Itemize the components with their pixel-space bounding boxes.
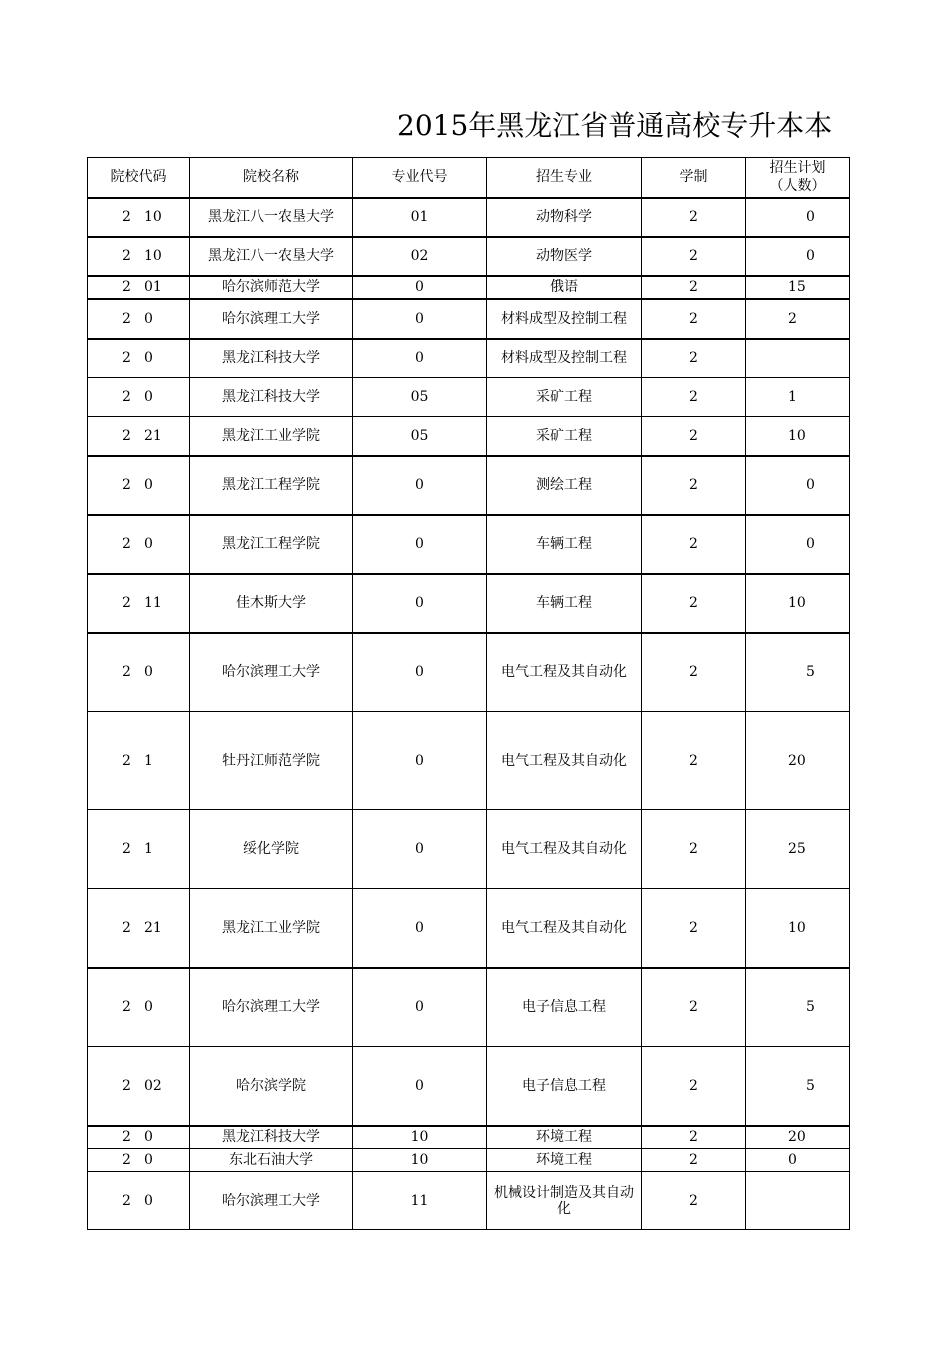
school-name-cell: 黑龙江工业学院 bbox=[190, 417, 353, 456]
plan-cell bbox=[746, 1172, 850, 1230]
major-cell: 俄语 bbox=[487, 276, 642, 299]
years-cell: 2 bbox=[642, 1047, 746, 1126]
table-row bbox=[88, 276, 850, 299]
school-name-cell: 哈尔滨理工大学 bbox=[190, 299, 353, 339]
table-row bbox=[88, 1172, 850, 1230]
header-years: 学制 bbox=[642, 158, 746, 198]
school-code-cell bbox=[88, 574, 190, 633]
years-cell: 2 bbox=[642, 276, 746, 299]
table-row bbox=[88, 810, 850, 889]
major-cell: 环境工程 bbox=[487, 1126, 642, 1149]
header-major: 招生专业 bbox=[487, 158, 642, 198]
school-name-cell: 哈尔滨理工大学 bbox=[190, 968, 353, 1047]
plan-cell: 0 bbox=[746, 1149, 850, 1172]
school-code-prefix: 2 bbox=[122, 536, 131, 552]
school-code-prefix: 2 bbox=[122, 999, 131, 1016]
major-code-cell: 05 bbox=[353, 378, 487, 417]
table-row bbox=[88, 1149, 850, 1172]
plan-cell: 10 bbox=[746, 889, 850, 968]
school-code-suffix: 0 bbox=[144, 1129, 153, 1146]
major-code-cell: 0 bbox=[353, 339, 487, 378]
school-name-cell: 黑龙江八一农垦大学 bbox=[190, 237, 353, 276]
header-plan-line1: 招生计划 bbox=[769, 160, 826, 177]
major-code-cell: 0 bbox=[353, 515, 487, 574]
school-code-prefix: 2 bbox=[122, 1129, 131, 1146]
years-cell: 2 bbox=[642, 339, 746, 378]
major-code-cell: 11 bbox=[353, 1172, 487, 1230]
years-cell: 2 bbox=[642, 1172, 746, 1230]
school-code-prefix: 2 bbox=[122, 664, 131, 681]
plan-cell bbox=[746, 339, 850, 378]
major-cell: 车辆工程 bbox=[487, 515, 642, 574]
major-code-cell: 0 bbox=[353, 574, 487, 633]
plan-cell: 20 bbox=[746, 1126, 850, 1149]
plan-cell: 15 bbox=[746, 276, 850, 299]
school-code-cell bbox=[88, 456, 190, 515]
school-code-cell bbox=[88, 968, 190, 1047]
major-cell: 采矿工程 bbox=[487, 378, 642, 417]
years-cell: 2 bbox=[642, 633, 746, 712]
major-cell: 电子信息工程 bbox=[487, 968, 642, 1047]
major-cell: 电气工程及其自动化 bbox=[487, 712, 642, 810]
years-cell: 2 bbox=[642, 237, 746, 276]
major-cell: 动物科学 bbox=[487, 198, 642, 237]
major-cell: 环境工程 bbox=[487, 1149, 642, 1172]
table-row bbox=[88, 515, 850, 574]
major-cell: 材料成型及控制工程 bbox=[487, 299, 642, 339]
plan-cell: 5 bbox=[746, 1047, 850, 1126]
header-school-name: 院校名称 bbox=[190, 158, 353, 198]
school-name-cell: 黑龙江八一农垦大学 bbox=[190, 198, 353, 237]
school-code-suffix: 01 bbox=[144, 279, 162, 295]
school-code-prefix: 2 bbox=[122, 310, 131, 327]
years-cell: 2 bbox=[642, 712, 746, 810]
major-code-cell: 10 bbox=[353, 1126, 487, 1149]
school-code-cell bbox=[88, 1126, 190, 1149]
school-name-cell: 黑龙江工业学院 bbox=[190, 889, 353, 968]
years-cell: 2 bbox=[642, 810, 746, 889]
school-code-prefix: 2 bbox=[122, 919, 131, 936]
table-row bbox=[88, 712, 850, 810]
header-school-code: 院校代码 bbox=[88, 158, 190, 198]
school-name-cell: 哈尔滨师范大学 bbox=[190, 276, 353, 299]
major-code-cell: 01 bbox=[353, 198, 487, 237]
school-name-cell: 牡丹江师范学院 bbox=[190, 712, 353, 810]
school-name-cell: 黑龙江科技大学 bbox=[190, 339, 353, 378]
years-cell: 2 bbox=[642, 456, 746, 515]
header-major-code: 专业代号 bbox=[353, 158, 487, 198]
school-name-cell: 哈尔滨理工大学 bbox=[190, 1172, 353, 1230]
table-row bbox=[88, 633, 850, 712]
school-code-prefix: 2 bbox=[122, 841, 131, 857]
major-code-cell: 0 bbox=[353, 1047, 487, 1126]
major-cell: 机械设计制造及其自动化 bbox=[487, 1172, 642, 1230]
table-row bbox=[88, 574, 850, 633]
school-code-cell bbox=[88, 515, 190, 574]
plan-cell: 10 bbox=[746, 574, 850, 633]
school-name-cell: 黑龙江科技大学 bbox=[190, 1126, 353, 1149]
header-plan bbox=[746, 158, 850, 198]
school-code-prefix: 2 bbox=[122, 477, 131, 493]
table-row bbox=[88, 378, 850, 417]
school-code-prefix: 2 bbox=[122, 752, 131, 769]
school-code-suffix: 0 bbox=[144, 477, 153, 493]
school-code-cell bbox=[88, 237, 190, 276]
major-code-cell: 0 bbox=[353, 810, 487, 889]
school-code-cell bbox=[88, 633, 190, 712]
header-row bbox=[88, 158, 850, 198]
school-code-cell bbox=[88, 712, 190, 810]
years-cell: 2 bbox=[642, 198, 746, 237]
page-title: 2015年黑龙江省普通高校专升本本 bbox=[397, 109, 833, 142]
plan-cell: 5 bbox=[746, 633, 850, 712]
school-code-suffix: 21 bbox=[144, 919, 162, 936]
major-cell: 电子信息工程 bbox=[487, 1047, 642, 1126]
school-code-prefix: 2 bbox=[122, 248, 131, 264]
years-cell: 2 bbox=[642, 968, 746, 1047]
plan-cell: 2 bbox=[746, 299, 850, 339]
school-code-cell bbox=[88, 810, 190, 889]
school-code-suffix: 10 bbox=[144, 248, 162, 264]
table-row bbox=[88, 889, 850, 968]
table-row bbox=[88, 237, 850, 276]
major-cell: 电气工程及其自动化 bbox=[487, 633, 642, 712]
school-name-cell: 黑龙江工程学院 bbox=[190, 515, 353, 574]
school-code-suffix: 0 bbox=[144, 1192, 153, 1209]
major-code-cell: 0 bbox=[353, 968, 487, 1047]
school-code-cell bbox=[88, 198, 190, 237]
school-code-prefix: 2 bbox=[122, 279, 131, 295]
years-cell: 2 bbox=[642, 574, 746, 633]
years-cell: 2 bbox=[642, 1149, 746, 1172]
school-code-suffix: 0 bbox=[144, 350, 153, 367]
years-cell: 2 bbox=[642, 1126, 746, 1149]
major-code-cell: 05 bbox=[353, 417, 487, 456]
school-code-suffix: 0 bbox=[144, 1152, 153, 1168]
table-row bbox=[88, 1047, 850, 1126]
school-code-suffix: 10 bbox=[144, 209, 162, 225]
school-name-cell: 哈尔滨学院 bbox=[190, 1047, 353, 1126]
major-code-cell: 0 bbox=[353, 299, 487, 339]
school-code-suffix: 1 bbox=[144, 752, 153, 769]
school-code-cell bbox=[88, 1047, 190, 1126]
school-name-cell: 黑龙江工程学院 bbox=[190, 456, 353, 515]
school-code-suffix: 0 bbox=[144, 389, 153, 405]
years-cell: 2 bbox=[642, 417, 746, 456]
school-code-cell bbox=[88, 1149, 190, 1172]
school-name-cell: 佳木斯大学 bbox=[190, 574, 353, 633]
school-name-cell: 哈尔滨理工大学 bbox=[190, 633, 353, 712]
major-code-cell: 0 bbox=[353, 276, 487, 299]
major-cell: 车辆工程 bbox=[487, 574, 642, 633]
major-code-cell: 0 bbox=[353, 889, 487, 968]
plan-cell: 25 bbox=[746, 810, 850, 889]
school-code-cell bbox=[88, 417, 190, 456]
major-code-cell: 0 bbox=[353, 633, 487, 712]
school-code-suffix: 02 bbox=[144, 1077, 162, 1094]
school-code-cell bbox=[88, 299, 190, 339]
school-code-cell bbox=[88, 339, 190, 378]
school-name-cell: 黑龙江科技大学 bbox=[190, 378, 353, 417]
years-cell: 2 bbox=[642, 378, 746, 417]
plan-cell: 10 bbox=[746, 417, 850, 456]
header-plan-line2: （人数） bbox=[769, 178, 826, 195]
school-code-prefix: 2 bbox=[122, 209, 131, 225]
years-cell: 2 bbox=[642, 515, 746, 574]
school-code-cell bbox=[88, 378, 190, 417]
school-name-cell: 绥化学院 bbox=[190, 810, 353, 889]
school-code-suffix: 0 bbox=[144, 999, 153, 1016]
major-cell: 电气工程及其自动化 bbox=[487, 889, 642, 968]
table-row bbox=[88, 1126, 850, 1149]
school-code-cell bbox=[88, 889, 190, 968]
years-cell: 2 bbox=[642, 299, 746, 339]
school-code-prefix: 2 bbox=[122, 1152, 131, 1168]
years-cell: 2 bbox=[642, 889, 746, 968]
school-name-cell: 东北石油大学 bbox=[190, 1149, 353, 1172]
school-code-prefix: 2 bbox=[122, 350, 131, 367]
plan-cell: 20 bbox=[746, 712, 850, 810]
major-code-cell: 10 bbox=[353, 1149, 487, 1172]
major-code-cell: 0 bbox=[353, 712, 487, 810]
plan-cell: 0 bbox=[746, 456, 850, 515]
school-code-prefix: 2 bbox=[122, 389, 131, 405]
table-row bbox=[88, 456, 850, 515]
school-code-prefix: 2 bbox=[122, 595, 131, 611]
admissions-table bbox=[87, 157, 850, 1230]
school-code-suffix: 0 bbox=[144, 310, 153, 327]
school-code-suffix: 11 bbox=[144, 595, 162, 611]
plan-cell: 0 bbox=[746, 515, 850, 574]
major-code-cell: 0 bbox=[353, 456, 487, 515]
table-row bbox=[88, 968, 850, 1047]
plan-cell: 0 bbox=[746, 237, 850, 276]
major-code-cell: 02 bbox=[353, 237, 487, 276]
major-cell: 测绘工程 bbox=[487, 456, 642, 515]
school-code-cell bbox=[88, 1172, 190, 1230]
school-code-prefix: 2 bbox=[122, 1192, 131, 1209]
major-cell: 电气工程及其自动化 bbox=[487, 810, 642, 889]
school-code-prefix: 2 bbox=[122, 1077, 131, 1094]
school-code-cell bbox=[88, 276, 190, 299]
major-cell: 动物医学 bbox=[487, 237, 642, 276]
table-row bbox=[88, 299, 850, 339]
table-row bbox=[88, 198, 850, 237]
school-code-suffix: 21 bbox=[144, 427, 162, 444]
table-row bbox=[88, 417, 850, 456]
plan-cell: 0 bbox=[746, 198, 850, 237]
school-code-suffix: 1 bbox=[144, 841, 153, 857]
school-code-prefix: 2 bbox=[122, 427, 131, 444]
school-code-suffix: 0 bbox=[144, 664, 153, 681]
major-cell: 材料成型及控制工程 bbox=[487, 339, 642, 378]
plan-cell: 5 bbox=[746, 968, 850, 1047]
school-code-suffix: 0 bbox=[144, 536, 153, 552]
table-row bbox=[88, 339, 850, 378]
plan-cell: 1 bbox=[746, 378, 850, 417]
major-cell: 采矿工程 bbox=[487, 417, 642, 456]
